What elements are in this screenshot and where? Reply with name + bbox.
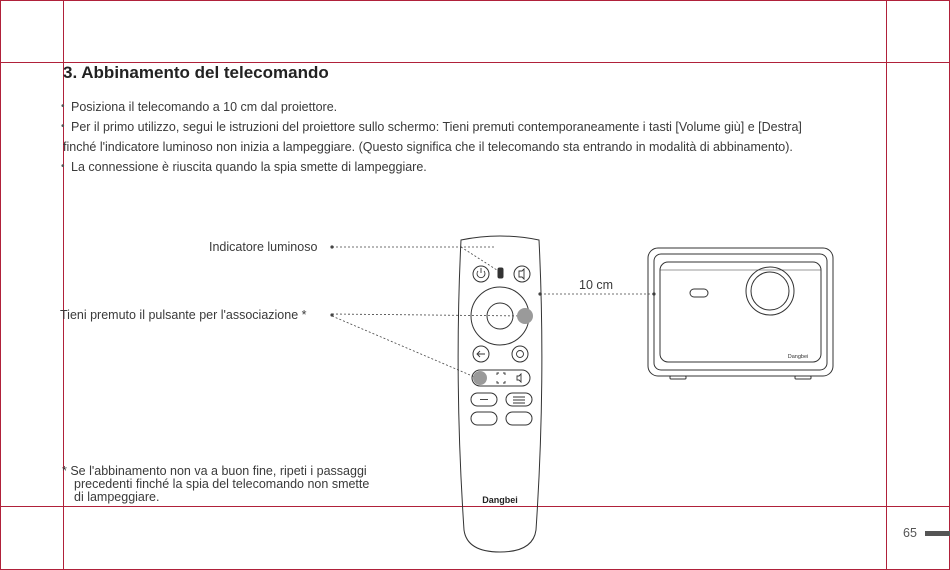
- pairing-leader-dot: [330, 313, 333, 316]
- projector-body-inner: [654, 254, 827, 370]
- instruction-text: Posiziona il telecomando a 10 cm dal proiettore.: [71, 100, 338, 114]
- focus-icon: [497, 373, 505, 383]
- bullet-dot-icon: •: [61, 121, 65, 132]
- instruction-text: Per il primo utilizzo, segui le istruzioni del proiettore sullo schermo: Tieni premuti contemporaneamente i tasti [Volume giù] e [Destra]: [71, 120, 802, 134]
- footnote-line: di lampeggiare.: [74, 490, 160, 504]
- projector-sensor: [690, 289, 708, 297]
- indicator-leader-dot: [330, 245, 333, 248]
- home-icon: [517, 351, 524, 358]
- back-icon: [477, 351, 485, 357]
- input-icon: [519, 269, 524, 279]
- pairing-leader-line: [332, 314, 525, 316]
- indicator-leader-line-diag: [461, 247, 500, 272]
- bullet-dot-icon: •: [61, 101, 65, 112]
- input-button: [514, 266, 530, 282]
- instruction-text-continued: finché l'indicatore luminoso non inizia a lampeggiare. (Questo significa che il telecomando sta entrando in modalità di abbinamento).: [63, 140, 793, 154]
- footnote-line: precedenti finché la spia del telecomando non smette: [74, 477, 370, 491]
- indicator-light-label: Indicatore luminoso: [209, 240, 318, 254]
- menu-button: [506, 393, 532, 406]
- menu-icon: [513, 397, 525, 403]
- indicator-light: [498, 268, 503, 278]
- projector-brand-text: Dangbei: [787, 354, 809, 360]
- app-button-right: [506, 412, 532, 425]
- right-button-highlight: [517, 308, 533, 324]
- projector-lens-outer: [746, 267, 794, 315]
- section-title: 3. Abbinamento del telecomando: [63, 63, 329, 82]
- instruction-text: La connessione è riuscita quando la spia smette di lampeggiare.: [71, 160, 427, 174]
- footnote: [62, 465, 369, 504]
- remote-brand-text: Dangbei: [482, 495, 518, 505]
- volume-up-icon: [517, 374, 521, 382]
- pairing-leader-line-diag: [332, 316, 477, 378]
- projector-face-panel: [660, 262, 821, 362]
- distance-label: 10 cm: [579, 278, 614, 292]
- projector-foot-left: [670, 376, 686, 379]
- footnote-line: * Se l'abbinamento non va a buon fine, ripeti i passaggi: [62, 464, 367, 478]
- home-button: [512, 346, 528, 362]
- page-number: 65: [903, 526, 917, 540]
- pairing-button-label: Tieni premuto il pulsante per l'associazione *: [60, 308, 307, 322]
- volume-down-highlight: [473, 371, 487, 385]
- bullet-dot-icon: •: [61, 161, 65, 172]
- projector-foot-right: [795, 376, 811, 379]
- projector-lens-inner: [751, 272, 789, 310]
- page-marker-bar: [925, 531, 950, 536]
- app-button-left: [471, 412, 497, 425]
